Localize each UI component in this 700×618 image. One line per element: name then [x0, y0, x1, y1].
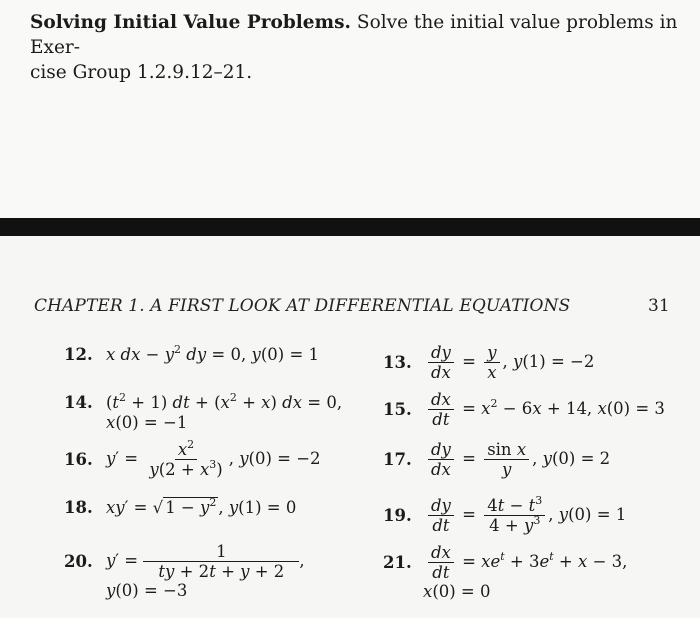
problem-number: 20.	[64, 551, 93, 571]
problem-equation: $\frac{dx}{dt}$ = $x^2 - 6x + 14$, x(0) = 3	[425, 399, 665, 418]
problem-equation: y′ = $\frac{x^2}{y(2 + x^3)}$ , y(0) = −2	[105, 438, 321, 479]
problem-14	[64, 393, 342, 433]
exercise-instruction: Solve the initial value problems in Exer-	[30, 12, 678, 58]
problem-equation: xy′ = √ $1 - y^2$ , y(1) = 0	[105, 496, 297, 517]
problem-number: 12.	[64, 345, 93, 364]
problem-equation: $\frac{dy}{dx}$ = $\frac{y}{x}$ , y(1) = −2	[425, 352, 594, 371]
problem-20	[64, 542, 305, 601]
exercise-title: Solving Initial Value Problems.	[30, 12, 351, 33]
problem-number: 16.	[64, 449, 93, 469]
running-head-chapter: CHAPTER 1. A FIRST LOOK AT DIFFERENTIAL EQUATIONS	[34, 296, 571, 316]
problem-21	[383, 543, 627, 602]
problem-equation: $\frac{dx}{dt}$ = $xe^t + 3e^t + x - 3$, x(0) = 0	[423, 543, 628, 601]
exercise-instruction-cont: cise Group 1.2.9.12–21.	[30, 62, 253, 83]
problem-19	[383, 496, 626, 535]
page-number: 31	[648, 296, 670, 316]
problem-16	[64, 440, 321, 479]
problem-equation: y′ = $\frac{1}{ty + 2t + y + 2}$ , y(0) = −3	[105, 542, 305, 600]
problem-number: 14.	[64, 393, 93, 412]
exercise-heading	[30, 10, 680, 85]
problem-13	[383, 343, 594, 382]
problem-12	[64, 345, 319, 365]
problem-number: 15.	[383, 399, 412, 419]
previous-page-section	[0, 0, 700, 218]
problem-number: 13.	[383, 352, 412, 372]
problem-18	[64, 497, 296, 518]
problem-number: 21.	[383, 552, 412, 572]
problem-equation: x dx − $y^2$ dy = 0, y(0) = 1	[105, 343, 320, 364]
problem-equation: $\frac{dy}{dt}$ = $\frac{4t - t^3}{4 + y^3}$ , y(0) = 1	[425, 505, 626, 524]
page-divider	[0, 218, 700, 236]
problem-17	[383, 440, 610, 479]
problem-equation: $(t^2 + 1)$ dt + $(x^2 + x)$ dx = 0, x(0) = −1	[105, 391, 343, 432]
problem-number: 18.	[64, 498, 93, 517]
problem-equation: $\frac{dy}{dx}$ = $\frac{\text{sin x}}{y}$ , y(0) = 2	[425, 449, 610, 468]
problem-15	[383, 390, 665, 429]
problem-number: 19.	[383, 505, 412, 525]
problem-number: 17.	[383, 449, 412, 469]
